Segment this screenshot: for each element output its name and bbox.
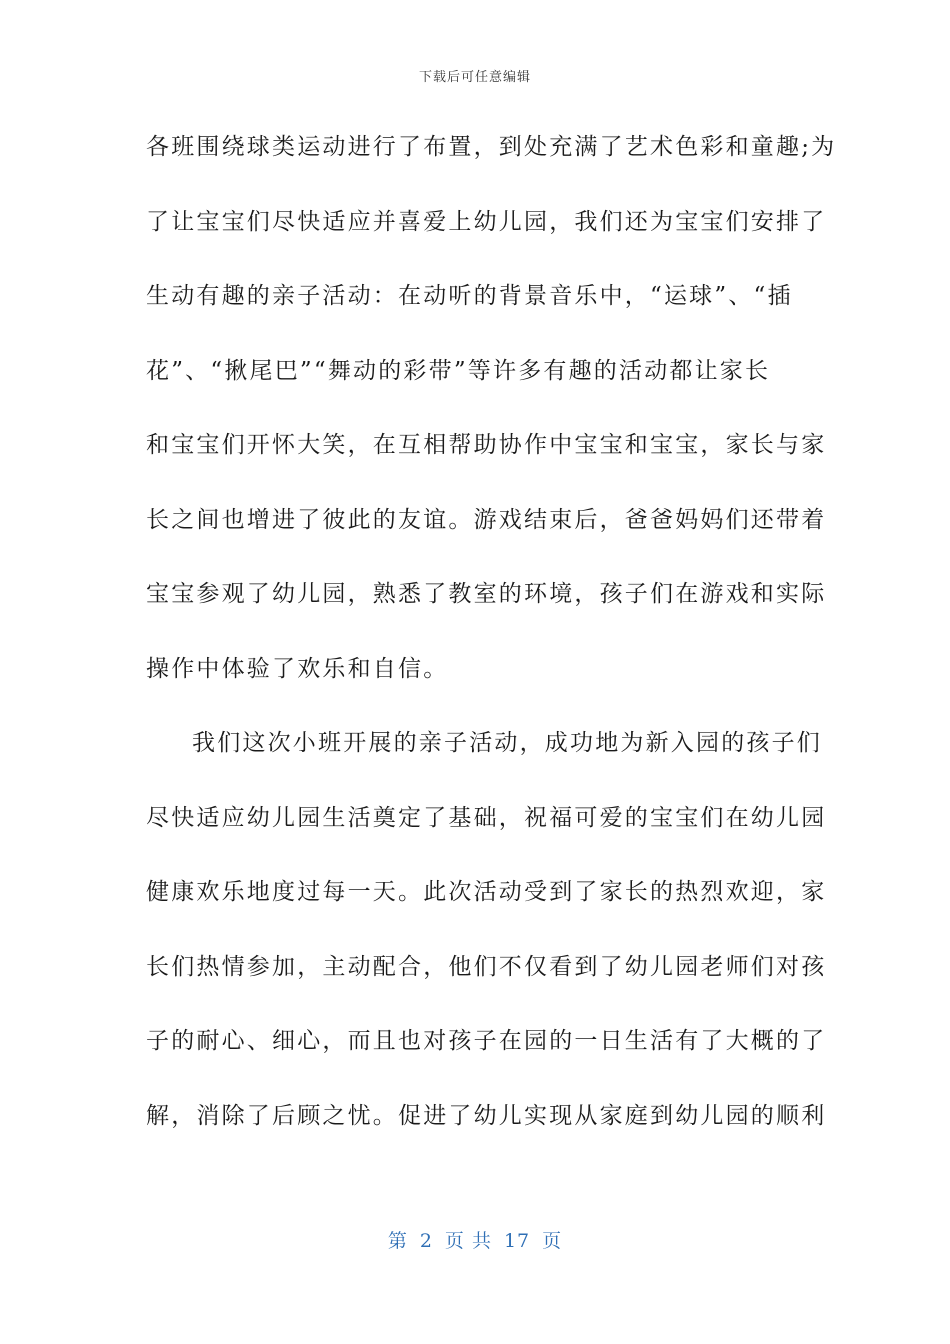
text-line: 各班围绕球类运动进行了布置，到处充满了艺术色彩和童趣;为 xyxy=(146,134,837,160)
footer-suffix: 页 xyxy=(542,1230,563,1252)
paragraph-start-line: 我们这次小班开展的亲子活动，成功地为新入园的孩子们 xyxy=(192,730,822,756)
text-line: 生动有趣的亲子活动：在动听的背景音乐中，“运球”、“插 xyxy=(146,283,793,309)
text-line: 操作中体验了欢乐和自信。 xyxy=(146,655,449,682)
text-line: 花”、“揪尾巴”“舞动的彩带”等许多有趣的活动都让家长 xyxy=(146,357,771,384)
text-line: 长们热情参加，主动配合，他们不仅看到了幼儿园老师们对孩 xyxy=(146,953,827,980)
current-page-number: 2 xyxy=(419,1230,433,1252)
footer-prefix: 第 xyxy=(387,1230,408,1252)
page-header: 下载后可任意编辑 xyxy=(418,70,531,85)
text-line: 尽快适应幼儿园生活奠定了基础，祝福可爱的宝宝们在幼儿园 xyxy=(146,804,827,831)
document-body xyxy=(146,122,837,1165)
total-page-count: 17 xyxy=(503,1230,531,1252)
text-line: 宝宝参观了幼儿园，熟悉了教室的环境，孩子们在游戏和实际 xyxy=(146,581,827,607)
footer-middle: 页 共 xyxy=(444,1230,492,1252)
page-footer xyxy=(0,1226,950,1253)
text-line: 健康欢乐地度过每一天。此次活动受到了家长的热烈欢迎，家 xyxy=(146,879,827,905)
text-line: 解，消除了后顾之忧。促进了幼儿实现从家庭到幼儿园的顺利 xyxy=(146,1102,827,1129)
text-line: 长之间也增进了彼此的友谊。游戏结束后，爸爸妈妈们还带着 xyxy=(146,506,827,533)
text-line: 子的耐心、细心，而且也对孩子在园的一日生活有了大概的了 xyxy=(146,1028,827,1054)
text-line: 了让宝宝们尽快适应并喜爱上幼儿园，我们还为宝宝们安排了 xyxy=(146,208,827,235)
text-line: 和宝宝们开怀大笑，在互相帮助协作中宝宝和宝宝，家长与家 xyxy=(146,432,827,458)
